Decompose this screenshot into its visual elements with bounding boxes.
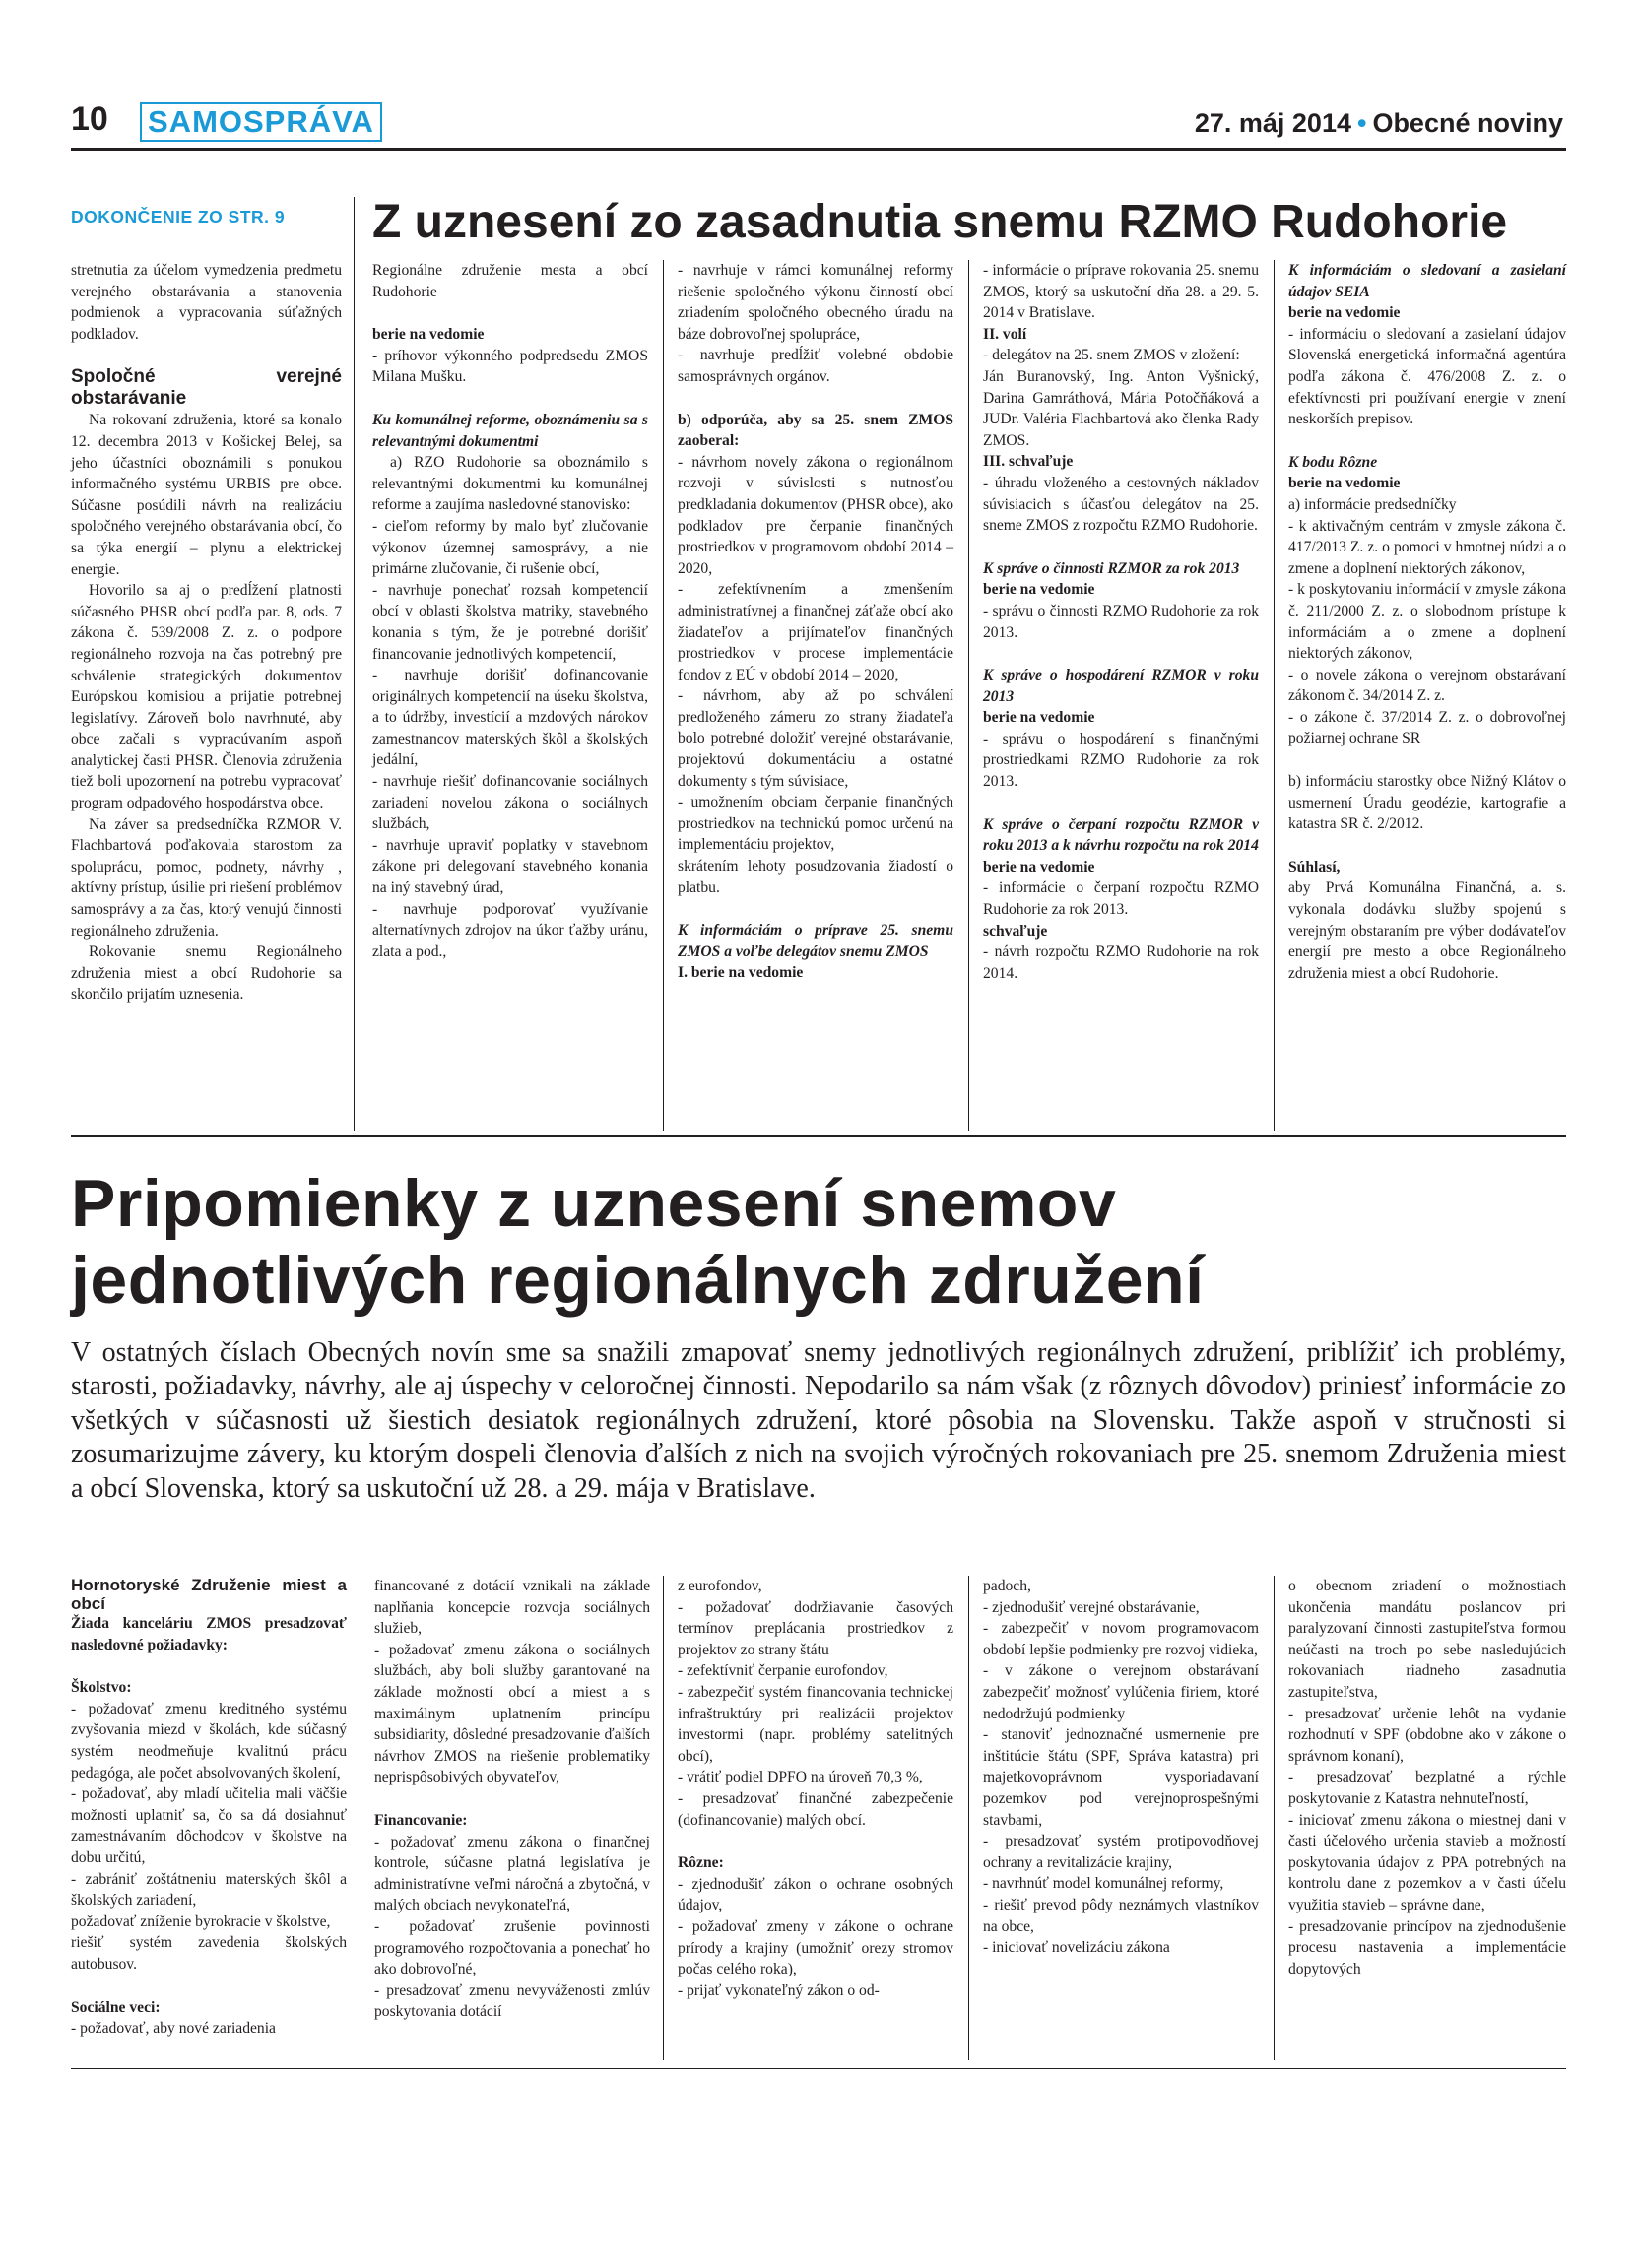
italic-heading: K správe o hospodárení RZMOR v roku 2013 [983, 667, 1259, 705]
paragraph: - presadzovať určenie lehôt na vydanie rozhodnutí v SPF (obdobne ako v zákone o správnom konaní), [1288, 1705, 1566, 1765]
paragraph: - iniciovať novelizáciu zákona [983, 1939, 1170, 1957]
bold-heading: II. volí [983, 325, 1027, 343]
headline-line: Pripomienky z uznesení snemov [71, 1166, 1117, 1241]
article-column [1288, 1576, 1566, 1979]
bold-heading: berie na vedomie [1288, 304, 1401, 322]
italic-heading: K informáciám o príprave 25. snemu ZMOS a voľbe delegátov snemu ZMOS [678, 922, 953, 960]
paragraph: - požadovať, aby nové zariadenia [71, 2020, 276, 2038]
article-column [983, 260, 1259, 984]
headline-line: jednotlivých regionálnych združení [71, 1243, 1205, 1318]
paragraph: - zjednodušiť zákon o ochrane osobných údajov, [678, 1875, 953, 1914]
paragraph: - zjednodušiť verejné obstarávanie, [983, 1598, 1200, 1616]
bold-heading: berie na vedomie [372, 326, 485, 344]
article-column [1288, 260, 1566, 984]
bold-heading: berie na vedomie [983, 858, 1095, 875]
paragraph: - o zákone č. 37/2014 Z. z. o dobrovoľnej požiarnej ochrane SR [1288, 708, 1566, 747]
paragraph: - presadzovanie princípov na zjednodušenie procesu nastavenia a implementácie dopytových [1288, 1917, 1566, 1977]
paragraph: financované z dotácií vznikali na základe naplňania koncepcie rozvoja sociálnych služieb, [374, 1578, 650, 1638]
paragraph: - navrhnúť model komunálnej reformy, [983, 1875, 1224, 1893]
bullet-separator: • [1356, 108, 1367, 138]
paragraph: - zefektívnením a zmenšením administratívnej a finančnej záťaže obcí ako žiadateľov a prijímateľov finančných prostriedkov v procese implementácie fondov z EÚ v období 2014 – 2020, [678, 581, 953, 683]
bold-heading: berie na vedomie [983, 581, 1095, 599]
column-divider [968, 1576, 969, 2060]
paragraph: riešiť systém zavedenia školských autobusov. [71, 1934, 347, 1973]
paragraph: z eurofondov, [678, 1578, 762, 1594]
continuation-column [71, 260, 342, 1005]
paragraph: skrátením lehoty posudzovania žiadostí o platbu. [678, 858, 953, 896]
paragraph: Rokovanie snemu Regionálneho združenia miest a obcí Rudohorie sa skončilo prijatím uznesenia. [71, 943, 342, 1004]
bold-heading: berie na vedomie [983, 709, 1095, 727]
paragraph: - informácie o príprave rokovania 25. snemu ZMOS, ktorý sa uskutoční dňa 28. a 29. 5. 2014 v Bratislave. [983, 262, 1259, 322]
paragraph: - informáciu o sledovaní a zasielaní údajov Slovenská energetická informačná agentúra podľa zákona č. 476/2008 Z. z. o efektívnosti pri používaní energie v znení neskorších prepisov. [1288, 325, 1566, 428]
paragraph: Na rokovaní združenia, ktoré sa konalo 12. decembra 2013 v Košickej Belej, sa jeho účastníci oboznámili s ponukou informačného systému URBIS pre obce. Súčasne posúdili návrh na realizáciu spoločného verejného obstarávania obcí, čo sa týka energií – plynu a elektrickej energie. [71, 412, 342, 578]
paragraph: - stanoviť jednoznačné usmernenie pre inštitúcie štátu (SPF, Správa katastra) pri majetkovoprávnom vysporiadavaní pozemkov pod verejnoprospešnými stavbami, [983, 1726, 1259, 1829]
paragraph: - k aktivačným centrám v zmysle zákona č. 417/2013 Z. z. o pomoci v hmotnej núdzi a o zmene a doplnení niektorých zákonov, [1288, 517, 1566, 577]
paragraph: - požadovať zmenu kreditného systému zvyšovania miezd v školách, kde súčasný systém neodmeňuje kvalitnú prácu pedagóga, ale počet absolvovaných školení, [71, 1700, 347, 1782]
bold-heading: III. schvaľuje [983, 453, 1074, 471]
italic-heading: K správe o čerpaní rozpočtu RZMOR v roku 2013 a k návrhu rozpočtu na rok 2014 [983, 815, 1259, 855]
paragraph: - požadovať zrušenie povinnosti programového rozpočtovania a ponechať ho ako dobrovoľné, [374, 1917, 650, 1978]
bold-heading: Financovanie: [374, 1811, 468, 1829]
column-divider [1274, 260, 1275, 1131]
paragraph: - navrhuje ponechať rozsah kompetencií obcí v oblasti školstva matriky, stavebného konania s tým, že je potrebné dorišiť financovanie jednotlivých kompetencií, [372, 581, 648, 663]
paragraph: - zefektívniť čerpanie eurofondov, [678, 1662, 888, 1680]
paragraph: stretnutia za účelom vymedzenia predmetu verejného obstarávania a stanovenia podmienok a vypracovania súťažných podkladov. [71, 262, 342, 343]
column-divider [663, 260, 664, 1131]
paragraph: - zabezpečiť v novom programovacom období lepšie podmienky pre rozvoj vidieka, [983, 1620, 1259, 1658]
column-divider [968, 260, 969, 1131]
paragraph: - úhradu vloženého a cestovných nákladov súvisiacich s účasťou delegátov na 25. sneme ZMOS z rozpočtu RZMO Rudohorie. [983, 474, 1259, 535]
column-divider [354, 197, 355, 1131]
article-column [678, 260, 953, 984]
paragraph: Na záver sa predsedníčka RZMOR V. Flachbartová poďakovala starostom za spoluprácu, pomoc, podnety, návrhy , aktívny prístup, úsilie pri riešení problémov samosprávy a za čas, ktorý venujú činnosti regionálneho združenia. [71, 815, 342, 940]
paragraph: - zabezpečiť systém financovania technickej infraštruktúry pri realizácii projektov investormi (napr. problémy satelitných obcí), [678, 1683, 953, 1765]
section-label: SAMOSPRÁVA [140, 102, 382, 142]
paragraph: - správu o hospodárení s finančnými prostriedkami RZMO Rudohorie za rok 2013. [983, 730, 1259, 791]
paragraph: - presadzovať finančné zabezpečenie (dofinancovanie) malých obcí. [678, 1789, 953, 1829]
article-title: Z uznesení zo zasadnutia snemu RZMO Rudohorie [372, 196, 1508, 248]
article-column [678, 1576, 953, 2001]
paragraph: - presadzovať systém protipovodňovej ochrany a revitalizácie krajiny, [983, 1833, 1259, 1871]
paragraph: - vrátiť podiel DPFO na úroveň 70,3 %, [678, 1769, 923, 1786]
column-divider [1274, 1576, 1275, 2060]
paragraph: Ján Buranovský, Ing. Anton Vyšnický, Darina Gamráthová, Mária Potočňáková a JUDr. Valéria Flachbartová ako členka Rady ZMOS. [983, 367, 1259, 449]
bold-heading: b) odporúča, aby sa 25. snem ZMOS zaoberal: [678, 411, 953, 450]
continuation-kicker: DOKONČENIE ZO STR. 9 [71, 207, 286, 227]
paragraph: Hovorilo sa aj o predĺžení platnosti súčasného PHSR obcí podľa par. 8, ods. 7 zákona č. 539/2008 Z. z. o podpore regionálneho rozvoja na čas potrebný pre schválenie strategických dokumentov Európskou komisiou a prijatie potrebnej legislatívy. Zároveň bolo navrhnuté, aby obce začali s vypracúvaním aspoň analytickej časti PHSR. Členovia združenia tiež boli upozornení na potrebu vypracovať program odpadového hospodárstva obce. [71, 582, 342, 812]
article-column [374, 1576, 650, 2023]
bold-heading: Súhlasí, [1288, 858, 1341, 875]
lead-paragraph: V ostatných číslach Obecných novín sme sa snažili zmapovať snemy jednotlivých regionálnych združení, priblížiť ich problémy, starosti, požiadavky, návrhy, ale aj úspechy v celoročnej činnosti. Nepodarilo sa nám však (z rôznych dôvodov) priniesť informácie zo všetkých v súčasnosti už šiestich desiatok regionálnych združení, ktoré pôsobia na Slovensku. Takže aspoň v stručnosti si zosumarizujme závery, ku ktorým dospeli členovia ďalších z nich na svojich výročných rokovaniach pre 25. snemom Združenia miest a obcí Slovenska, ktorý sa uskutoční už 28. a 29. mája v Bratislave. [71, 1337, 1566, 1504]
paragraph: - delegátov na 25. snem ZMOS v zložení: [983, 347, 1240, 364]
italic-heading: Ku komunálnej reforme, oboznámeniu sa s relevantnými dokumentmi [372, 411, 648, 450]
bold-heading: berie na vedomie [1288, 475, 1401, 492]
issue-info [1195, 108, 1563, 139]
paragraph: a) RZO Rudohorie sa oboznámilo s relevantnými dokumentmi ku komunálnej reforme a zaujíma nasledovné stanovisko: [372, 454, 648, 514]
paragraph: - návrhom, aby až po schválení predloženého zámeru zo strany žiadateľa bolo potrebné doložiť verejné obstarávanie, projektovú dokumentáciu a ostatné dokumenty s tým súvisiace, [678, 687, 953, 790]
paragraph: - navrhuje upraviť poplatky v stavebnom zákone pri delegovaní stavebného konania na iný stavebný úrad, [372, 836, 648, 897]
bold-heading: Školstvo: [71, 1679, 132, 1697]
italic-heading: K správe o činnosti RZMOR za rok 2013 [983, 559, 1240, 577]
italic-heading: K informáciám o sledovaní a zasielaní údajov SEIA [1288, 262, 1566, 300]
paragraph: - riešiť prevod pôdy neznámych vlastníkov na obce, [983, 1896, 1259, 1935]
paragraph: - o novele zákona o verejnom obstarávaní zákonom č. 34/2014 Z. z. [1288, 666, 1566, 705]
bold-heading: Hornotoryské Združenie miest a obcí [71, 1576, 347, 1613]
footer-rule [71, 2068, 1566, 2069]
paragraph: - návrhom novely zákona o regionálnom rozvoji v súvislosti s nutnosťou predkladania dokumentov (PHSR obce), ako podkladov pre čerpanie finančných prostriedkov v programovom období 2014 – 2020, [678, 453, 953, 577]
paragraph: - cieľom reformy by malo byť zlučovanie výkonov územnej samosprávy, a nie primárne zlučovanie, či rušenie obcí, [372, 517, 648, 578]
paragraph: - návrh rozpočtu RZMO Rudohorie na rok 2014. [983, 943, 1259, 982]
bold-heading: I. berie na vedomie [678, 964, 804, 982]
paragraph: b) informáciu starostky obce Nižný Klátov o usmernení Úradu geodézie, kartografie a katastra SR č. 2/2012. [1288, 773, 1566, 833]
paragraph: a) informácie predsedníčky [1288, 495, 1457, 513]
paragraph: - požadovať zmenu zákona o finančnej kontrole, súčasne platná legislatíva je administratívne veľmi náročná a zbytočná, v malých obciach nevykonateľná, [374, 1833, 650, 1914]
paragraph: padoch, [983, 1578, 1031, 1594]
paragraph: - prijať vykonateľný zákon o od- [678, 1981, 880, 1999]
paragraph: aby Prvá Komunálna Finančná, a. s. vykonala dodávku služby spojenú s verejným obstaraním pre výber dodávateľov energií pre mesto a obce Regionálneho združenia miest a obcí Rudohorie. [1288, 879, 1566, 982]
paragraph: - umožnením obciam čerpanie finančných prostriedkov na technickú pomoc určenú na implementáciu projektov, [678, 794, 953, 854]
newspaper-name: Obecné noviny [1372, 108, 1563, 138]
bold-heading: Rôzne: [678, 1854, 724, 1872]
bold-heading: Sociálne veci: [71, 1998, 161, 2016]
bold-heading: Žiada kanceláriu ZMOS presadzovať nasledovné požiadavky: [71, 1615, 347, 1653]
subheading: Spoločné verejné obstarávanie [71, 366, 342, 410]
paragraph: - informácie o čerpaní rozpočtu RZMO Rudohorie za rok 2013. [983, 879, 1259, 919]
paragraph: o obecnom zriadení o možnostiach ukončenia mandátu poslancov pri paralyzovaní činnosti zastupiteľstva formou neúčasti na troch po sebe nasledujúcich rokovaniach riadneho zasadnutia zastupiteľstva, [1288, 1578, 1566, 1701]
paragraph: - navrhuje dorišiť dofinancovanie originálnych kompetencií na úseku školstva, a to údržby, investícií a mzdových nárokov zamestnancov materských škôl a školských jedální, [372, 667, 648, 769]
paragraph: Regionálne združenie mesta a obcí Rudohorie [372, 262, 648, 300]
paragraph: - v zákone o verejnom obstarávaní zabezpečiť možnosť vylúčenia firiem, ktoré nedodržujú podmienky [983, 1662, 1259, 1722]
paragraph: - požadovať zmenu zákona o sociálnych službách, aby boli služby garantované na základe možností obcí a miest a s maximálnym uplatnením princípu subsidiarity, dôsledné presadzovanie ďalších návrhov ZMOS na riešenie problematiky neprispôsobivých obyvateľov, [374, 1641, 650, 1786]
article-column [983, 1576, 1259, 1959]
article-column [372, 260, 648, 962]
paragraph: - požadovať dodržiavanie časových termínov preplácania prostriedkov z projektov zo strany štátu [678, 1598, 953, 1658]
header-rule [71, 148, 1566, 151]
paragraph: - navrhuje predĺžiť volebné obdobie samosprávnych orgánov. [678, 347, 953, 385]
page-number: 10 [71, 100, 108, 138]
bold-heading: schvaľuje [983, 922, 1048, 940]
paragraph: - presadzovať zmenu nevyváženosti zmlúv poskytovania dotácií [374, 1981, 650, 2021]
paragraph: - iniciovať zmenu zákona o miestnej dani v časti účelového určenia stavieb a možností poskytovania údajov z PPA potrebných na kontrolu dane z pozemkov a v časti účelu využitia stavieb – správne dane, [1288, 1811, 1566, 1913]
paragraph: - navrhuje podporovať využívanie alternatívnych zdrojov na úkor ťažby uránu, zlata a pod., [372, 900, 648, 960]
article-column [71, 1576, 347, 2040]
paragraph: - k poskytovaniu informácií v zmysle zákona č. 211/2000 Z. z. o slobodnom prístupe k informáciám a o zmene a doplnení niektorých zákonov, [1288, 581, 1566, 663]
paragraph: požadovať zníženie byrokracie v školstve, [71, 1912, 331, 1930]
issue-date: 27. máj 2014 [1194, 108, 1351, 138]
column-divider [663, 1576, 664, 2060]
paragraph: - príhovor výkonného podpredsedu ZMOS Milana Mušku. [372, 347, 648, 386]
paragraph: - požadovať, aby mladí učitelia mali väčšie možnosti uplatniť sa, čo sa dá dosiahnuť zamestnávaním dôchodcov v školstve na dobu určitú, [71, 1785, 347, 1866]
section-rule [71, 1135, 1566, 1137]
paragraph: - požadovať zmeny v zákone o ochrane prírody a krajiny (umožniť orezy stromov počas celého roka), [678, 1917, 953, 1978]
paragraph: - správu o činnosti RZMO Rudohorie za rok 2013. [983, 602, 1259, 641]
paragraph: - navrhuje v rámci komunálnej reformy riešenie spoločného výkonu činností obcí zriadením spoločného obecného úradu na báze dobrovoľnej spolupráce, [678, 262, 953, 343]
paragraph: - presadzovať bezplatné a rýchle poskytovanie z Katastra nehnuteľností, [1288, 1769, 1566, 1807]
paragraph: - zabrániť zoštátneniu materských škôl a školských zariadení, [71, 1870, 347, 1910]
paragraph: - navrhuje riešiť dofinancovanie sociálnych zariadení novelou zákona o sociálnych službách, [372, 773, 648, 833]
main-headline [71, 1165, 1205, 1319]
italic-heading: K bodu Rôzne [1288, 453, 1378, 471]
